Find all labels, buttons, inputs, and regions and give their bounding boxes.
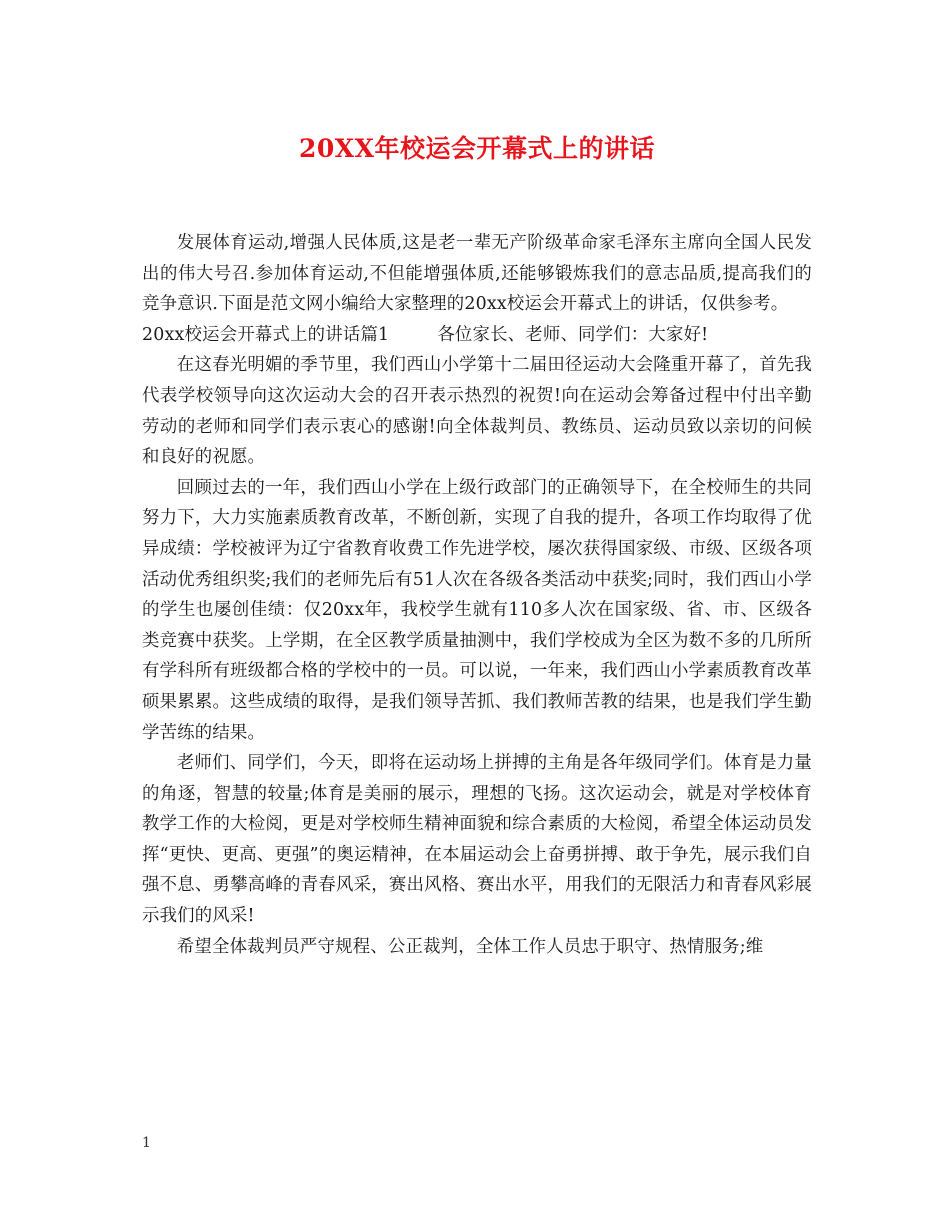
greeting: 各位家长、老师、同学们：大家好! (437, 324, 709, 345)
section-heading-line (142, 320, 812, 351)
section-heading: 20xx校运会开幕式上的讲话篇1 (142, 324, 390, 345)
document-page (142, 0, 812, 1230)
body-paragraph-1: 在这春光明媚的季节里，我们西山小学第十二届田径运动大会隆重开幕了，首先我代表学校领导向这次运动大会的召开表示热烈的祝贺!向在运动会筹备过程中付出辛勤劳动的老师和同学们表示衷心的感谢!向全体裁判员、教练员、运动员致以亲切的问候和良好的祝愿。 (142, 355, 812, 468)
page-number: 1 (142, 1135, 151, 1151)
document-title: 20XX年校运会开幕式上的讲话 (298, 134, 656, 163)
intro-paragraph: 发展体育运动,增强人民体质,这是老一辈无产阶级革命家毛泽东主席向全国人民发出的伟大号召.参加体育运动,不但能增强体质,还能够锻炼我们的意志品质,提高我们的竞争意识.下面是范文网小编给大家整理的20xx校运会开幕式上的讲话，仅供参考。 (142, 233, 812, 315)
body-paragraph-3: 老师们、同学们，今天，即将在运动场上拼搏的主角是各年级同学们。体育是力量的角逐，智慧的较量;体育是美丽的展示，理想的飞扬。这次运动会，就是对学校体育教学工作的大检阅，更是对学校师生精神面貌和综合素质的大检阅，希望全体运动员发挥“更快、更高、更强”的奥运精神，在本届运动会上奋勇拼搏、敢于争先，展示我们自强不息、勇攀高峰的青春风采，赛出风格、赛出水平，用我们的无限活力和青春风彩展示我们的风采! (142, 753, 812, 927)
body-paragraph-2: 回顾过去的一年，我们西山小学在上级行政部门的正确领导下，在全校师生的共同努力下，大力实施素质教育改革，不断创新，实现了自我的提升，各项工作均取得了优异成绩：学校被评为辽宁省教育收费工作先进学校，屡次获得国家级、市级、区级各项活动优秀组织奖;我们的老师先后有51人次在各级各类活动中获奖;同时，我们西山小学的学生也屡创佳绩：仅20xx年，我校学生就有110多人次在国家级、省、市、区级各类竞赛中获奖。上学期，在全区教学质量抽测中，我们学校成为全区为数不多的几所所有学科所有班级都合格的学校中的一员。可以说，一年来，我们西山小学素质教育改革硕果累累。这些成绩的取得，是我们领导苦抓、我们教师苦教的结果，也是我们学生勤学苦练的结果。 (142, 477, 812, 743)
body-paragraph-4: 希望全体裁判员严守规程、公正裁判，全体工作人员忠于职守、热情服务;维 (176, 936, 764, 957)
document-body (142, 228, 812, 962)
